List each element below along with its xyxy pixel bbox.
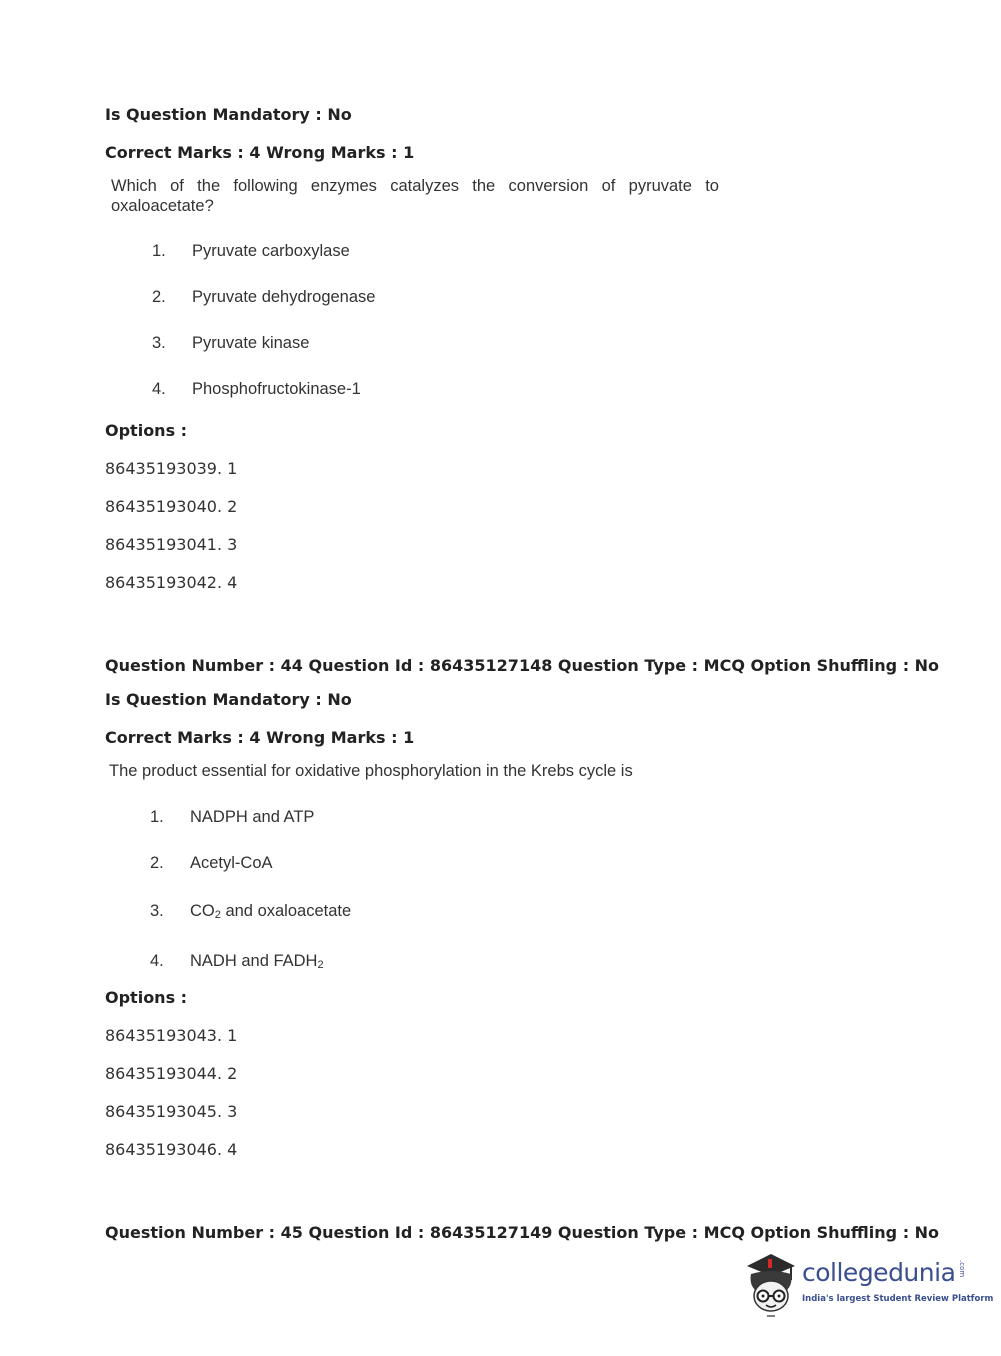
choice-text-main: CO (190, 902, 215, 920)
choice-number: 2. (152, 288, 166, 306)
q43-mandatory: Is Question Mandatory : No (105, 105, 352, 124)
q44-option-id: 86435193044. 2 (105, 1064, 238, 1083)
choice-text: Pyruvate kinase (192, 334, 310, 352)
choice-number: 1. (150, 808, 164, 826)
logo-wordmark: collegedunia (802, 1258, 956, 1287)
q44-options-label: Options : (105, 988, 188, 1007)
q43-option-id: 86435193040. 2 (105, 497, 238, 516)
choice-number: 2. (150, 854, 164, 872)
logo-domain-suffix: .com (958, 1260, 966, 1278)
choice-text: Pyruvate dehydrogenase (192, 288, 376, 306)
q43-choice (152, 242, 350, 261)
choice-text-main: NADH and FADH (190, 952, 318, 970)
choice-subscript: 2 (214, 909, 221, 921)
q44-question-text: The product essential for oxidative phosphorylation in the Krebs cycle is (109, 762, 633, 780)
choice-text: Acetyl-CoA (190, 854, 273, 872)
q45-header: Question Number : 45 Question Id : 86435127149 Question Type : MCQ Option Shuffling : No (105, 1223, 940, 1242)
q44-option-id: 86435193043. 1 (105, 1026, 238, 1045)
q43-options-label: Options : (105, 421, 188, 440)
q43-option-id: 86435193042. 4 (105, 573, 238, 592)
q44-choice (150, 952, 324, 971)
q44-choice (150, 902, 351, 921)
choice-subscript: 2 (317, 959, 324, 971)
q44-marks: Correct Marks : 4 Wrong Marks : 1 (105, 728, 415, 747)
logo-tagline: India's largest Student Review Platform (802, 1294, 994, 1304)
choice-text: NADPH and ATP (190, 808, 315, 826)
q43-choice (152, 288, 375, 307)
q44-header: Question Number : 44 Question Id : 86435127148 Question Type : MCQ Option Shuffling : No (105, 656, 940, 675)
q44-mandatory: Is Question Mandatory : No (105, 690, 352, 709)
q44-option-id: 86435193045. 3 (105, 1102, 238, 1121)
collegedunia-logo (741, 1250, 994, 1320)
choice-text: Pyruvate carboxylase (192, 242, 350, 260)
q44-choice (150, 808, 314, 827)
q43-marks: Correct Marks : 4 Wrong Marks : 1 (105, 143, 415, 162)
q44-choice (150, 854, 273, 873)
q43-option-id: 86435193039. 1 (105, 459, 238, 478)
choice-number: 3. (152, 334, 166, 352)
choice-text-rest: and oxaloacetate (220, 902, 352, 920)
choice-number: 4. (152, 380, 166, 398)
q44-option-id: 86435193046. 4 (105, 1140, 238, 1159)
q43-choice (152, 380, 361, 399)
choice-number: 1. (152, 242, 166, 260)
q43-question-text: Which of the following enzymes catalyzes the conversion of pyruvate to oxaloacetate? (111, 177, 719, 215)
choice-text: Phosphofructokinase-1 (192, 380, 361, 398)
q43-option-id: 86435193041. 3 (105, 535, 238, 554)
choice-number: 3. (150, 902, 164, 920)
mascot-icon (741, 1250, 801, 1320)
choice-number: 4. (150, 952, 164, 970)
q43-choice (152, 334, 309, 353)
